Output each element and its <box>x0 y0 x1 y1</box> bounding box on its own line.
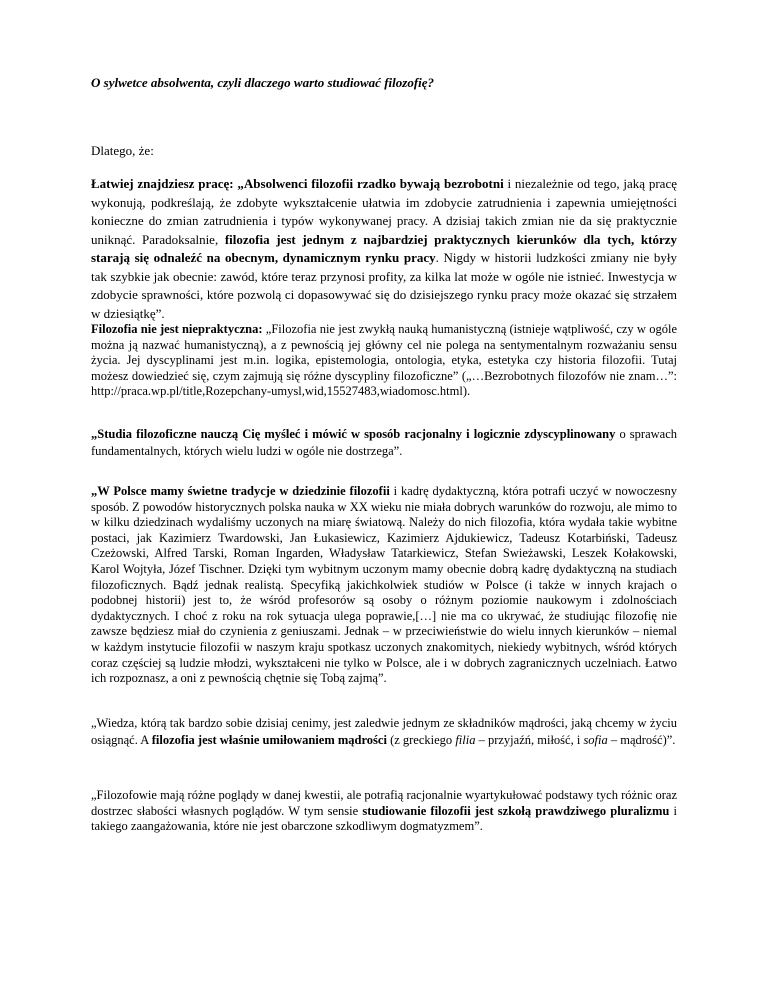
body-text: – mądrość)”. <box>607 733 676 748</box>
paragraph-thinking <box>91 426 677 461</box>
bold-emphasis: filozofia jest właśnie umiłowaniem mądrości <box>151 733 387 748</box>
bold-lead: „Studia filozoficzne nauczą Cię myśleć i mówić w sposób racjonalny i logicznie zdyscyplinowany <box>91 427 616 441</box>
paragraph-tradition <box>91 484 677 687</box>
body-text: i niezależnie od tego, jaką pracę wykonują, podkreślają, że zdobyte wykształcenie ułatwia im zdobycie zatrudnienia i zapewnia umiejętności konieczne do zmian zatrudnienia i typów wykonywanej pracy. A dzisiaj takich zmian nie da się praktycznie uniknąć. Paradoksalnie, <box>91 176 677 247</box>
italic-term: filia <box>455 733 476 748</box>
italic-term: sofia <box>583 733 608 748</box>
bold-lead: Łatwiej znajdziesz pracę: „Absolwenci filozofii rzadko bywają bezrobotni <box>91 176 504 191</box>
bold-emphasis: filozofia jest jednym z najbardziej praktycznych kierunków dla tych, którzy starają się odnaleźć na obecnym, dynamicznym rynku pracy <box>91 231 677 265</box>
body-text: – przyjaźń, miłość, i <box>475 733 584 748</box>
body-text: o sprawach fundamentalnych, których wielu ludzi w ogóle nie dostrzega”. <box>91 427 677 459</box>
bold-emphasis: studiowanie filozofii jest szkołą prawdziwego pluralizmu <box>362 803 670 818</box>
body-text: „Filozofia nie jest zwykłą nauką humanistyczną (istnieje wątpliwość, czy w ogóle można ją nazwać humanistyczną), a z pewnością jej główny cel nie polega na sentymentalnym rozważaniu sensu życia. Jej dyscyplinami jest m.in. logika, epistemologia, ontologia, etyka, estetyka czy historia filozofii. Tutaj możesz dowiedzieć się, czym zajmują się różne dyscypliny filozoficzne” („…Bezrobotnych filozofów nie znam…”: http://praca.wp.pl/title,Rozepchany-umysl,wid,15527483,wiadomosc.html). <box>91 322 677 399</box>
body-text: . Nigdy w historii ludzkości zmiany nie były tak szybkie jak obecnie: zawód, które teraz przynosi profity, za kilka lat może w ogóle nie istnieć. Inwestycja w zdobycie sprawności, które pozwolą ci dopasowywać się do dzisiejszego rynku pracy może okazać się strzałem w dziesiątkę”. <box>91 250 677 321</box>
paragraph-practical <box>91 322 677 400</box>
body-text: „Wiedza, którą tak bardzo sobie dzisiaj cenimy, jest zaledwie jednym ze składników mądrości, jaką chcemy w życiu osiągnąć. A <box>91 716 677 748</box>
intro-line: Dlatego, że: <box>91 143 154 158</box>
body-text: i takiego zaangażowania, które nie jest obarczone szkodliwym dogmatyzmem”. <box>91 803 677 834</box>
paragraph-job <box>91 175 677 323</box>
paragraph-pluralism <box>91 788 677 835</box>
bold-lead: „W Polsce mamy świetne tradycje w dziedzinie filozofii <box>91 484 390 498</box>
document-title: O sylwetce absolwenta, czyli dlaczego warto studiować filozofię? <box>91 75 435 90</box>
body-text: i kadrę dydaktyczną, która potrafi uczyć w nowoczesny sposób. Z powodów historycznych polska nauka w XX wieku nie miała dobrych warunków do rozwoju, ale mimo to w kilku dziedzinach wydaliśmy uczonych na miarę światową. Należy do nich filozofia, która wydała takie wybitne postaci, jak Kazimierz Twardowski, Jan Łukasiewicz, Kazimierz Ajdukiewicz, Tadeusz Kotarbiński, Tadeusz Czeżowski, Alfred Tarski, Roman Ingarden, Władysław Tatarkiewicz, Stefan Swieżawski, Leszek Kołakowski, Karol Wojtyła, Józef Tischner. Dzięki tym wybitnym uczonym mamy obecnie dobrą kadrę dydaktyczną na studiach filozoficznych. Bądź jednak realistą. Specyfiką jakichkolwiek studiów w Polsce (i także w innych krajach o podobnej historii) jest to, że wśród profesorów są osoby o różnym poziomie naukowym i zdolnościach dydaktycznych. I choć z roku na rok sytuacja ulega poprawie,[…] nie ma co ukrywać, że studiując filozofię nie zawsze będziesz miał do czynienia z geniuszami. Jednak – w przeciwieństwie do wielu innych kierunków – niemal w każdym instytucie filozofii w naszym kraju spotkasz uczonych znakomitych, niekiedy wybitnych, wśród których coraz częściej są ludzie młodzi, wykształceni nie tylko w Polsce, ale i w dobrych zagranicznych uczelniach. Łatwo ich rozpoznasz, a oni z pewnością chętnie się Tobą zajmą”. <box>91 484 677 686</box>
bold-lead: Filozofia nie jest niepraktyczna: <box>91 322 263 336</box>
body-text: „Filozofowie mają różne poglądy w danej kwestii, ale potrafią racjonalnie wyartykułować podstawy tych różnic oraz dostrzec słabości własnych poglądów. W tym sensie <box>91 788 677 818</box>
paragraph-wisdom <box>91 715 677 750</box>
body-text: (z greckiego <box>386 733 456 748</box>
